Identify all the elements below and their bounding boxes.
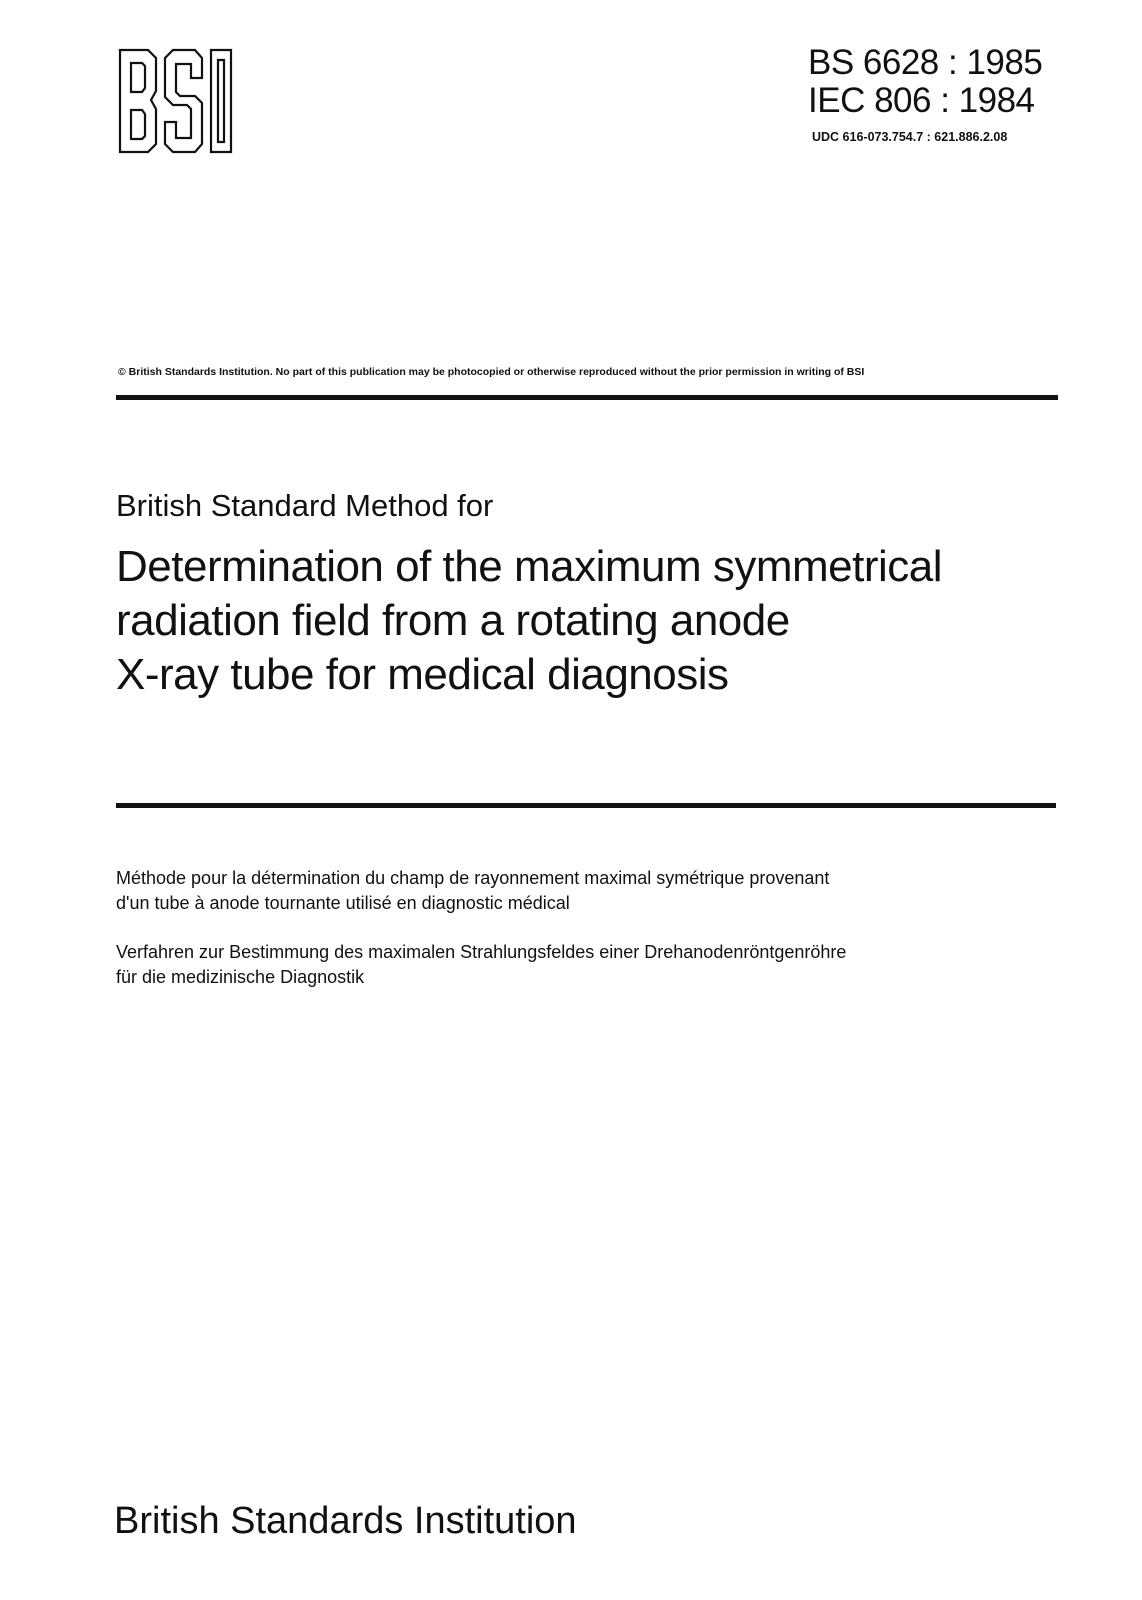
- title-line: radiation field from a rotating anode: [116, 596, 790, 645]
- german-title: [116, 940, 1076, 990]
- iec-number: IEC 806 : 1984: [808, 81, 1035, 120]
- page-title: [116, 540, 1076, 702]
- divider-middle: [116, 803, 1056, 808]
- bs-number: BS 6628 : 1985: [808, 43, 1043, 82]
- french-title-line: d'un tube à anode tournante utilisé en diagnostic médical: [116, 893, 570, 913]
- title-line: Determination of the maximum symmetrical: [116, 542, 943, 591]
- title-line: X-ray tube for medical diagnosis: [116, 650, 729, 699]
- bsi-logo: [118, 48, 236, 154]
- publisher-name: British Standards Institution: [114, 1500, 577, 1542]
- standard-identifiers: [808, 44, 1108, 144]
- french-title: [116, 866, 1076, 916]
- copyright-notice: © British Standards Institution. No part of this publication may be photocopied or otherwise reproduced without the prior permission in writing of BSI: [118, 366, 865, 378]
- bsi-logo-graphic: [118, 48, 236, 154]
- german-title-line: Verfahren zur Bestimmung des maximalen Strahlungsfeldes einer Drehanodenröntgenröhre: [116, 942, 847, 962]
- udc-code: UDC 616-073.754.7 : 621.886.2.08: [812, 130, 1008, 144]
- french-title-line: Méthode pour la détermination du champ de rayonnement maximal symétrique provenant: [116, 868, 830, 888]
- divider-top: [116, 395, 1058, 400]
- method-line: British Standard Method for: [116, 488, 494, 523]
- german-title-line: für die medizinische Diagnostik: [116, 967, 365, 987]
